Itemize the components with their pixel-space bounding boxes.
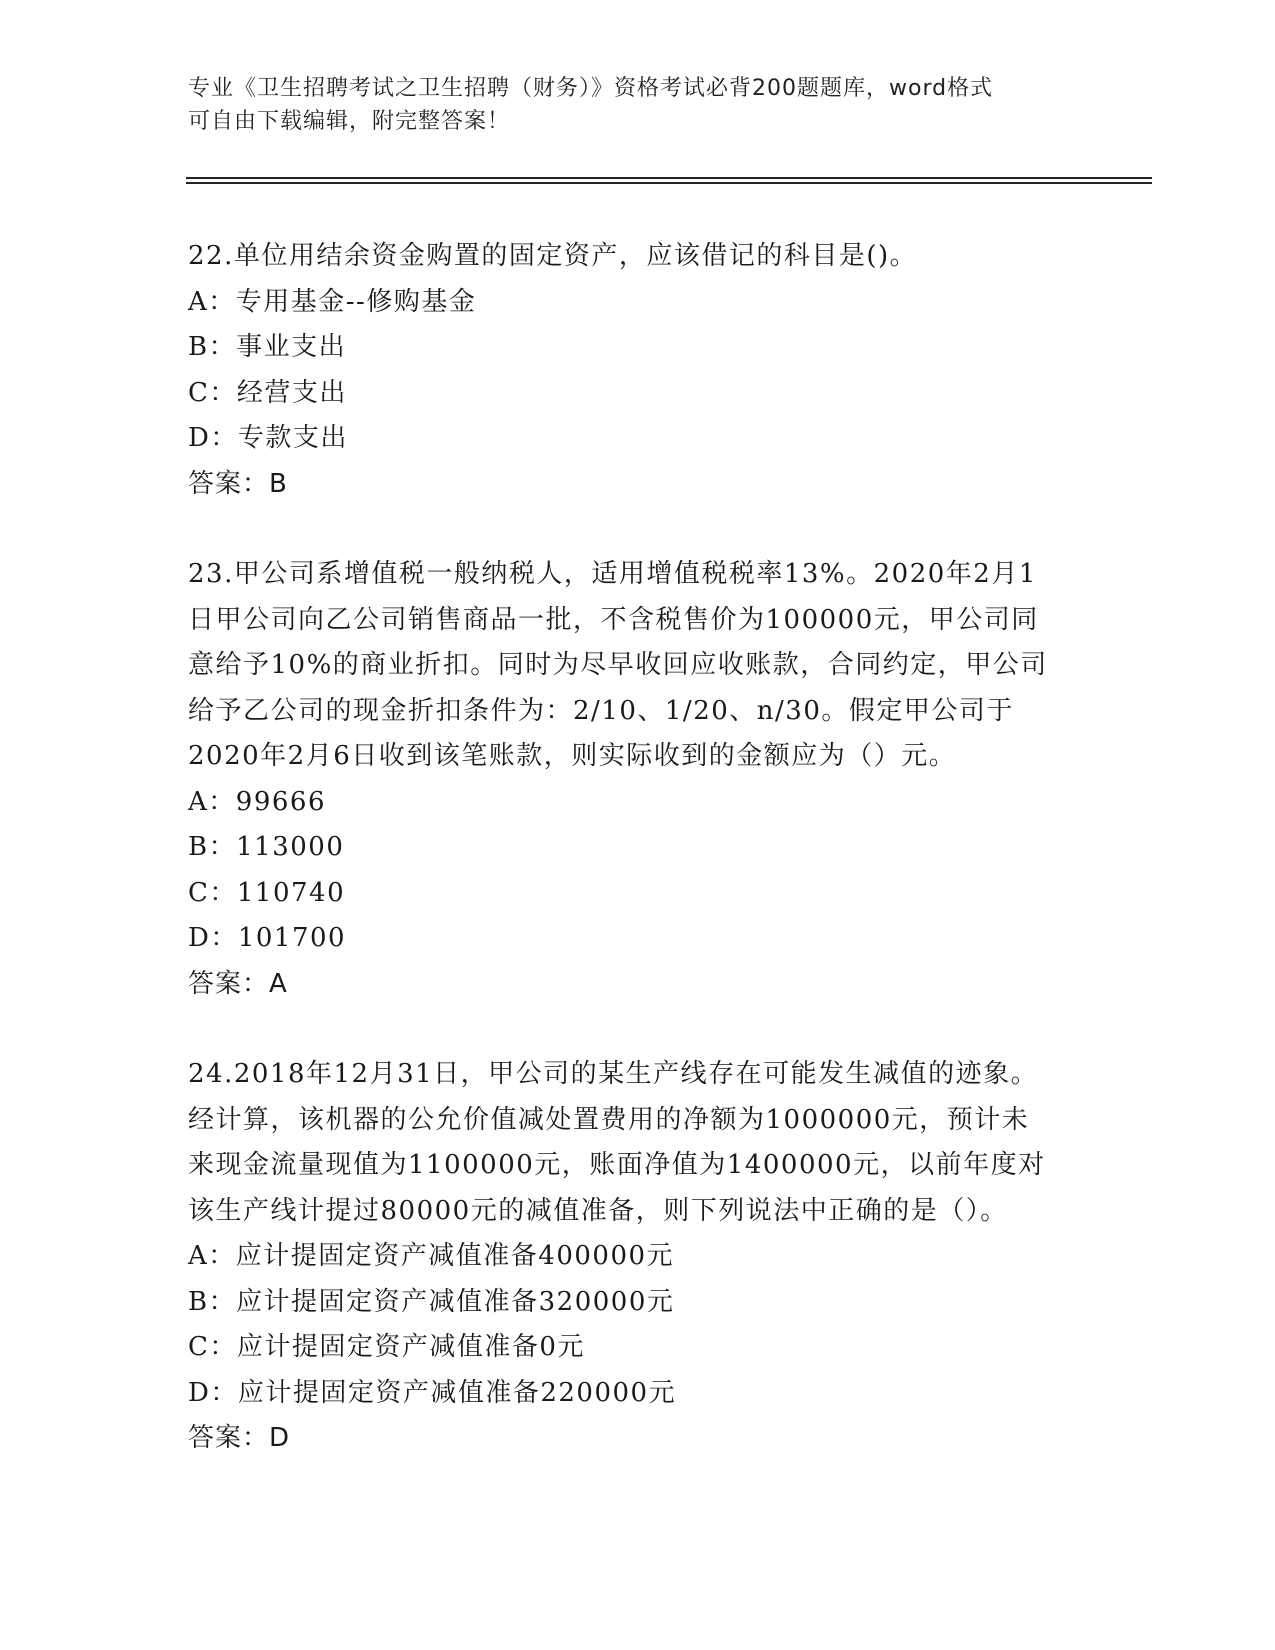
option-c: C：经营支出 [188,377,347,408]
option-b: B：应计提固定资产减值准备320000元 [188,1286,675,1317]
question-text-line-2: 日甲公司向乙公司销售商品一批，不含税售价为100000元，甲公司同 [188,604,1039,635]
question-22 [188,234,1088,507]
option-c: C：应计提固定资产减值准备0元 [188,1332,585,1362]
answer-line: 答案：B [188,468,288,499]
option-b: B：113000 [188,832,345,862]
question-text-line-5: 2020年2月6日收到该笔账款，则实际收到的金额应为（）元。 [188,741,957,771]
question-text-line-3: 来现金流量现值为1100000元，账面净值为1400000元，以前年度对 [188,1150,1046,1180]
option-d: D：专款支出 [188,423,348,453]
question-text-line-4: 该生产线计提过80000元的减值准备，则下列说法中正确的是（）。 [188,1195,1008,1226]
option-a: A：99666 [188,786,326,817]
question-24 [188,1052,1088,1462]
question-text-line-2: 经计算，该机器的公允价值减处置费用的净额为1000000元，预计未 [188,1104,1030,1135]
answer-line: 答案：A [188,968,288,999]
document-header [188,72,1088,138]
header-line-2: 可自由下载编辑，附完整答案！ [188,109,511,134]
header-divider-bottom [186,182,1152,184]
question-text: 22.单位用结余资金购置的固定资产，应该借记的科目是()。 [188,241,918,271]
question-text-line-1: 23.甲公司系增值税一般纳税人，适用增值税税率13%。2020年2月1 [188,559,1037,589]
header-line-1: 专业《卫生招聘考试之卫生招聘（财务）》资格考试必背200题题库，word格式 [188,76,994,101]
question-list [188,234,1088,1507]
question-text-line-3: 意给予10%的商业折扣。同时为尽早收回应收账款，合同约定，甲公司 [188,650,1048,680]
question-text-line-1: 24.2018年12月31日，甲公司的某生产线存在可能发生减值的迹象。 [188,1059,1039,1089]
header-divider-top [186,177,1152,179]
option-d: D：应计提固定资产减值准备220000元 [188,1377,677,1408]
option-b: B：事业支出 [188,332,347,362]
option-a: A：应计提固定资产减值准备400000元 [188,1241,675,1271]
option-d: D：101700 [188,923,347,953]
answer-line: 答案：D [188,1423,291,1453]
option-c: C：110740 [188,877,346,908]
question-text-line-4: 给予乙公司的现金折扣条件为：2/10、1/20、n/30。假定甲公司于 [188,695,1014,726]
question-23 [188,552,1088,1007]
option-a: A：专用基金--修购基金 [188,286,477,317]
